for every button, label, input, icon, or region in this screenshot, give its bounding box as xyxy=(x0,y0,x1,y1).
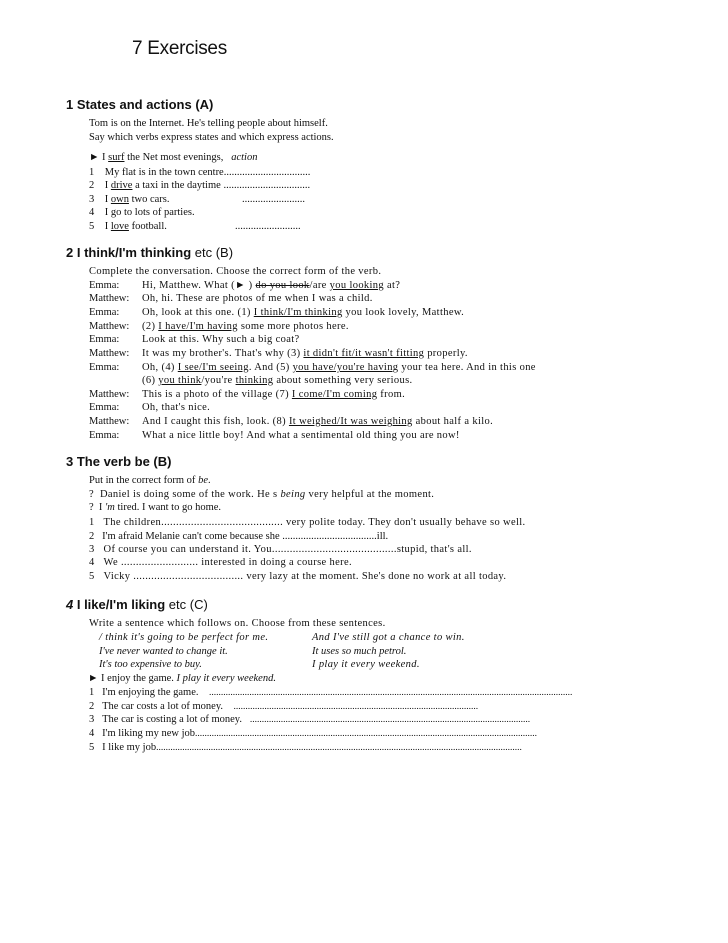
answer-blank: ......................... xyxy=(235,221,301,232)
section-1-intro-1: Tom is on the Internet. He's telling people about himself. xyxy=(89,118,328,129)
dialogue-fragment: . And (5) xyxy=(248,362,293,373)
dialogue-fragment: Oh, hi. These are photos of me when I was a child. xyxy=(142,293,373,304)
section-3-heading: 3 The verb be (B) xyxy=(66,454,172,469)
dialogue-fragment: at? xyxy=(383,280,401,291)
list-item: 4 We .......................... interested in doing a course here. xyxy=(89,557,352,568)
dialogue-text xyxy=(142,347,468,360)
section-4-intro: Write a sentence which follows on. Choose from these sentences. xyxy=(89,618,386,629)
speaker-name: Matthew: xyxy=(89,416,130,427)
section-3-example-2: ? I 'm tired. I want to go home. xyxy=(89,502,222,513)
list-item: 3 I own two cars. xyxy=(89,194,170,205)
dialogue-fragment: What a nice little boy! And what a sentimental old thing you are now! xyxy=(142,430,460,441)
list-item: 5 I love football. xyxy=(89,221,167,232)
dialogue-fragment: (2) xyxy=(142,321,159,332)
list-item: 1 I'm enjoying the game. ......................................................................................................................................................... xyxy=(89,687,573,698)
speaker-name: Matthew: xyxy=(89,389,130,400)
dialogue-fragment: properly. xyxy=(424,348,468,359)
section-2-intro: Complete the conversation. Choose the correct form of the verb. xyxy=(89,266,382,277)
list-item: 2 I'm afraid Melanie can't come because she ....................................ill. xyxy=(89,531,389,542)
option-sentence: / think it's going to be perfect for me. xyxy=(99,632,269,643)
dialogue-fragment: /are xyxy=(309,280,330,291)
dialogue-text xyxy=(142,388,405,401)
section-1-heading: 1 States and actions (A) xyxy=(66,97,214,112)
verb-choice: it didn't fit/it wasn't fitting xyxy=(303,348,425,359)
section-3-intro: Put in the correct form of be. xyxy=(89,475,211,486)
speaker-name: Emma: xyxy=(89,334,120,345)
speaker-name: Matthew: xyxy=(89,348,130,359)
dialogue-fragment: (6) xyxy=(142,375,159,386)
list-item: 2 The car costs a lot of money. ....................................................................................................... xyxy=(89,701,479,712)
answer-blank: ........................ xyxy=(242,194,305,205)
page-title: 7 Exercises xyxy=(132,38,227,59)
dialogue-fragment: some more photos here. xyxy=(237,321,349,332)
dialogue-fragment: Hi, Matthew. What (► ) xyxy=(142,280,256,291)
verb-choice: I come/I'm coming xyxy=(291,389,378,400)
verb-choice: I have/I'm having xyxy=(158,321,238,332)
section-1-intro-2: Say which verbs express states and which express actions. xyxy=(89,132,334,143)
dialogue-fragment: /you're xyxy=(201,375,236,386)
speaker-name: Emma: xyxy=(89,307,120,318)
dialogue-text xyxy=(142,361,536,374)
list-item: 3 Of course you can understand it. You..........................................stupid, that's all. xyxy=(89,544,472,555)
list-item: 4 I go to lots of parties. xyxy=(89,207,195,218)
section-1-example xyxy=(89,151,257,164)
dialogue-text xyxy=(142,306,464,319)
dialogue-fragment: you look lovely, Matthew. xyxy=(342,307,465,318)
example-answer: action xyxy=(231,152,258,163)
option-sentence: And I've still got a chance to win. xyxy=(312,632,465,643)
dialogue-text xyxy=(142,374,412,387)
list-item: 3 The car is costing a lot of money. ...................................................................................................................... xyxy=(89,714,531,725)
section-4-heading: 4 I like/I'm liking etc (C) xyxy=(66,597,208,612)
dialogue-fragment: Oh, look at this one. (1) xyxy=(142,307,254,318)
dialogue-fragment: It was my brother's. That's why (3) xyxy=(142,348,304,359)
dialogue-fragment: your tea here. And in this one xyxy=(398,362,536,373)
arrow-icon: ► xyxy=(89,152,100,163)
list-item: 1 The children......................................... very polite today. They don't usually behave so well. xyxy=(89,517,526,528)
dialogue-fragment: about something very serious. xyxy=(273,375,413,386)
list-item: 2 I drive a taxi in the daytime ................................. xyxy=(89,180,311,191)
option-sentence: It's too expensive to buy. xyxy=(99,659,202,670)
dialogue-text xyxy=(142,429,460,442)
speaker-name: Emma: xyxy=(89,362,120,373)
list-item: 1 My flat is in the town centre................................. xyxy=(89,167,311,178)
dialogue-text xyxy=(142,292,373,305)
dialogue-text xyxy=(142,401,210,414)
dialogue-text xyxy=(142,320,349,333)
dialogue-fragment: And I caught this fish, look. (8) xyxy=(142,416,289,427)
dialogue-fragment: about half a kilo. xyxy=(412,416,494,427)
option-sentence: It uses so much petrol. xyxy=(312,646,407,657)
verb-choice: you think xyxy=(158,375,202,386)
verb-choice: you have/you're having xyxy=(292,362,399,373)
arrow-icon: ► xyxy=(88,673,99,684)
dialogue-fragment: from. xyxy=(377,389,406,400)
section-2-heading: 2 I think/I'm thinking etc (B) xyxy=(66,245,234,260)
speaker-name: Emma: xyxy=(89,280,120,291)
verb-choice: you looking xyxy=(329,280,384,291)
option-sentence: I've never wanted to change it. xyxy=(99,646,228,657)
example-text-rest: the Net most evenings, xyxy=(124,152,224,163)
dialogue-fragment: Look at this. Why such a big coat? xyxy=(142,334,300,345)
dialogue-text xyxy=(142,333,300,346)
verb-choice: I see/I'm seeing xyxy=(177,362,249,373)
speaker-name: Emma: xyxy=(89,430,120,441)
speaker-name: Matthew: xyxy=(89,321,130,332)
verb-choice: do you look xyxy=(255,280,310,291)
list-item: 5 I like my job.......................................................................................................................................................... xyxy=(89,742,522,753)
verb-choice: It weighed/It was weighing xyxy=(288,416,413,427)
verb-choice: thinking xyxy=(235,375,274,386)
dialogue-fragment: This is a photo of the village (7) xyxy=(142,389,292,400)
dialogue-text xyxy=(142,279,400,292)
dialogue-fragment: Oh, (4) xyxy=(142,362,178,373)
option-sentence: I play it every weekend. xyxy=(312,659,420,670)
example-text: I xyxy=(102,152,109,163)
speaker-name: Emma: xyxy=(89,402,120,413)
dialogue-fragment: Oh, that's nice. xyxy=(142,402,211,413)
list-item: 5 Vicky ..................................... very lazy at the moment. She's done no work at all today. xyxy=(89,571,507,582)
example-verb: surf xyxy=(108,152,125,163)
verb-choice: I think/I'm thinking xyxy=(253,307,343,318)
section-4-example: ► I enjoy the game. I play it every weekend. xyxy=(88,673,276,684)
speaker-name: Matthew: xyxy=(89,293,130,304)
section-3-example-1: ? Daniel is doing some of the work. He s being very helpful at the moment. xyxy=(89,489,435,500)
list-item: 4 I'm liking my new job................................................................................................................................................ xyxy=(89,728,538,739)
dialogue-text xyxy=(142,415,493,428)
